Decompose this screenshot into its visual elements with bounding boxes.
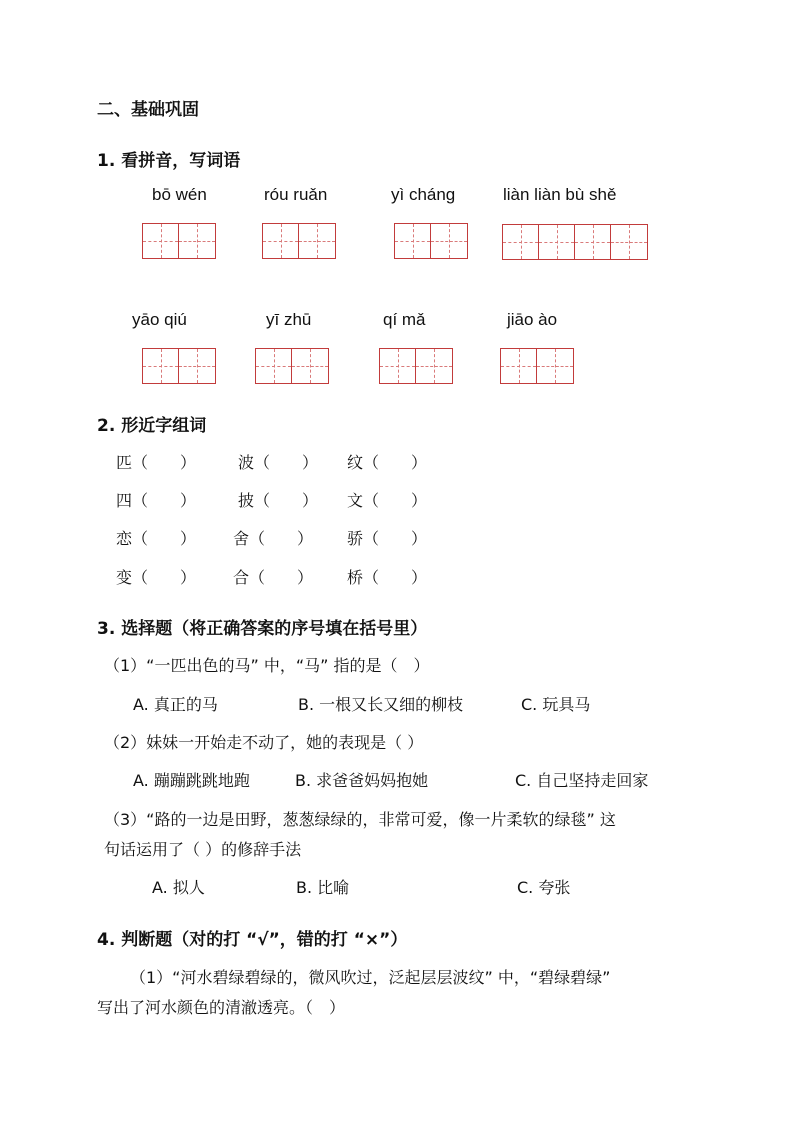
tianzige-grid[interactable] — [142, 348, 216, 384]
word-group-item[interactable]: 波（ ） — [238, 453, 319, 472]
grid-cell[interactable] — [501, 349, 537, 383]
pinyin-label: liàn liàn bù shě — [503, 185, 617, 204]
grid-cell[interactable] — [395, 224, 431, 258]
option-a[interactable]: A. 拟人 — [152, 878, 205, 897]
tianzige-grid[interactable] — [502, 224, 648, 260]
word-group-item[interactable]: 纹（ ） — [347, 453, 428, 472]
grid-cell[interactable] — [179, 224, 215, 258]
grid-cell[interactable] — [143, 224, 179, 258]
grid-cell[interactable] — [292, 349, 328, 383]
word-group-item[interactable]: 桥（ ） — [347, 568, 428, 587]
grid-cell[interactable] — [431, 224, 467, 258]
option-c[interactable]: C. 自己坚持走回家 — [515, 771, 649, 790]
pinyin-label: qí mǎ — [383, 310, 426, 329]
option-b[interactable]: B. 求爸爸妈妈抱她 — [295, 771, 429, 790]
word-group-item[interactable]: 变（ ） — [116, 568, 197, 587]
tianzige-grid[interactable] — [394, 223, 468, 259]
pinyin-label: yāo qiú — [132, 310, 187, 329]
grid-cell[interactable] — [263, 224, 299, 258]
word-group-item[interactable]: 文（ ） — [347, 491, 428, 510]
tianzige-grid[interactable] — [255, 348, 329, 384]
option-b[interactable]: B. 一根又长又细的柳枝 — [298, 695, 464, 714]
option-a[interactable]: A. 蹦蹦跳跳地跑 — [133, 771, 250, 790]
grid-cell[interactable] — [503, 225, 539, 259]
grid-cell[interactable] — [575, 225, 611, 259]
grid-cell[interactable] — [611, 225, 647, 259]
pinyin-label: bō wén — [152, 185, 207, 204]
option-c[interactable]: C. 夸张 — [517, 878, 571, 897]
question-2-title: 2. 形近字组词 — [97, 416, 207, 436]
tianzige-grid[interactable] — [262, 223, 336, 259]
question-stem: （1）“一匹出色的马” 中，“马” 指的是（ ） — [104, 656, 430, 675]
word-group-item[interactable]: 合（ ） — [233, 568, 314, 587]
word-group-item[interactable]: 匹（ ） — [116, 453, 197, 472]
grid-cell[interactable] — [539, 225, 575, 259]
option-c[interactable]: C. 玩具马 — [521, 695, 591, 714]
question-stem: （2）妹妹一开始走不动了，她的表现是（ ） — [104, 733, 424, 752]
grid-cell[interactable] — [179, 349, 215, 383]
tianzige-grid[interactable] — [142, 223, 216, 259]
grid-cell[interactable] — [299, 224, 335, 258]
word-group-item[interactable]: 恋（ ） — [116, 529, 197, 548]
pinyin-label: róu ruǎn — [264, 185, 328, 204]
pinyin-label: jiāo ào — [507, 310, 558, 329]
grid-cell[interactable] — [537, 349, 573, 383]
pinyin-label: yī zhū — [266, 310, 312, 329]
question-stem-continued: 句话运用了（ ）的修辞手法 — [104, 840, 302, 859]
word-group-item[interactable]: 舍（ ） — [233, 529, 314, 548]
judgement-statement-continued[interactable]: 写出了河水颜色的清澈透亮。（ ） — [97, 998, 346, 1017]
word-group-item[interactable]: 骄（ ） — [347, 529, 428, 548]
option-a[interactable]: A. 真正的马 — [133, 695, 218, 714]
section-title: 二、基础巩固 — [97, 100, 199, 120]
grid-cell[interactable] — [416, 349, 452, 383]
tianzige-grid[interactable] — [379, 348, 453, 384]
question-1-title: 1. 看拼音，写词语 — [97, 151, 241, 171]
option-b[interactable]: B. 比喻 — [296, 878, 350, 897]
grid-cell[interactable] — [380, 349, 416, 383]
grid-cell[interactable] — [256, 349, 292, 383]
grid-cell[interactable] — [143, 349, 179, 383]
word-group-item[interactable]: 披（ ） — [238, 491, 319, 510]
judgement-statement: （1）“河水碧绿碧绿的，微风吹过，泛起层层波纹” 中，“碧绿碧绿” — [130, 968, 611, 987]
pinyin-label: yì cháng — [391, 185, 456, 204]
word-group-item[interactable]: 四（ ） — [116, 491, 197, 510]
question-3-title: 3. 选择题（将正确答案的序号填在括号里） — [97, 619, 428, 639]
question-4-title: 4. 判断题（对的打 “√”，错的打 “×”） — [97, 930, 408, 950]
question-stem: （3）“路的一边是田野，葱葱绿绿的，非常可爱，像一片柔软的绿毯” 这 — [104, 810, 616, 829]
tianzige-grid[interactable] — [500, 348, 574, 384]
